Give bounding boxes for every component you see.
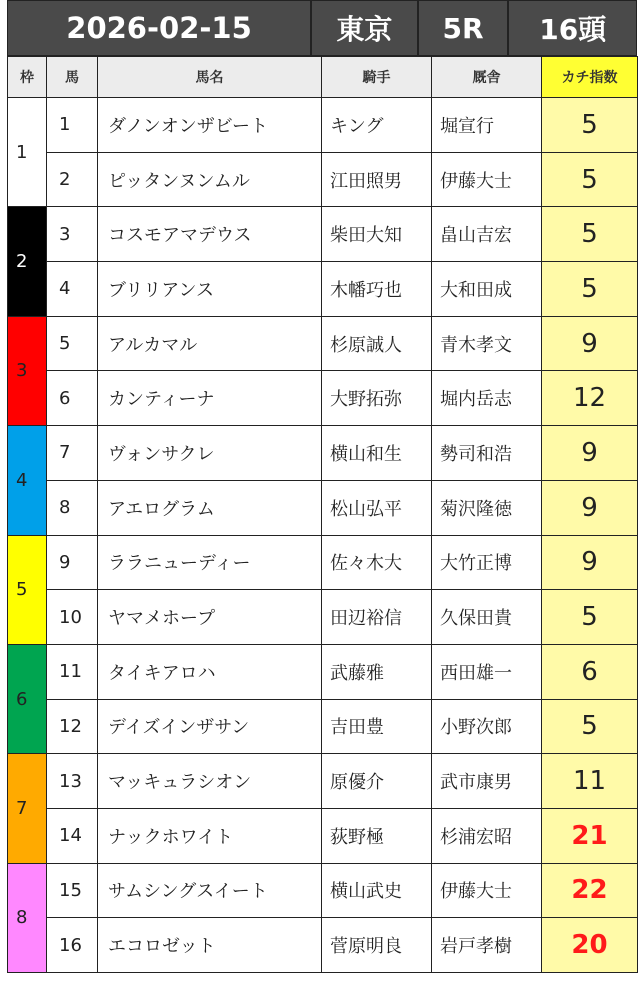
table-row: [8, 152, 638, 207]
horse-name-cell: アルカマル: [98, 316, 322, 371]
table-row: [8, 316, 638, 371]
race-number: 5R: [419, 1, 510, 55]
race-date: 2026-02-15: [8, 1, 312, 55]
waku-cell: 6: [8, 644, 47, 753]
trainer-cell: 伊藤大士: [432, 863, 542, 918]
kachi-index-cell: 5: [542, 98, 638, 153]
jockey-cell: 大野拓弥: [322, 371, 432, 426]
trainer-cell: 畠山吉宏: [432, 207, 542, 262]
trainer-cell: 久保田貴: [432, 590, 542, 645]
table-row: [8, 371, 638, 426]
horse-name-cell: ピッタンヌンムル: [98, 152, 322, 207]
trainer-cell: 堀内岳志: [432, 371, 542, 426]
col-header-name: 馬名: [98, 57, 322, 98]
horse-name-cell: ヴォンサクレ: [98, 426, 322, 481]
jockey-cell: 武藤雅: [322, 644, 432, 699]
kachi-index-cell: 5: [542, 207, 638, 262]
kachi-index-cell: 5: [542, 262, 638, 317]
table-row: [8, 590, 638, 645]
table-row: [8, 863, 638, 918]
kachi-index-cell: 12: [542, 371, 638, 426]
waku-cell: 2: [8, 207, 47, 316]
jockey-cell: 原優介: [322, 754, 432, 809]
kachi-index-cell: 9: [542, 480, 638, 535]
trainer-cell: 青木孝文: [432, 316, 542, 371]
col-header-waku: 枠: [8, 57, 47, 98]
umaban-cell: 8: [47, 480, 98, 535]
umaban-cell: 15: [47, 863, 98, 918]
horse-name-cell: サムシングスイート: [98, 863, 322, 918]
trainer-cell: 勢司和浩: [432, 426, 542, 481]
kachi-index-cell: 5: [542, 699, 638, 754]
jockey-cell: 松山弘平: [322, 480, 432, 535]
table-row: [8, 535, 638, 590]
horse-name-cell: ナックホワイト: [98, 808, 322, 863]
kachi-index-cell: 9: [542, 316, 638, 371]
kachi-index-cell: 9: [542, 426, 638, 481]
horse-name-cell: タイキアロハ: [98, 644, 322, 699]
jockey-cell: 横山和生: [322, 426, 432, 481]
umaban-cell: 2: [47, 152, 98, 207]
horse-name-cell: ヤマメホープ: [98, 590, 322, 645]
horse-name-cell: デイズインザサン: [98, 699, 322, 754]
col-header-umaban: 馬: [47, 57, 98, 98]
umaban-cell: 10: [47, 590, 98, 645]
kachi-index-cell: 9: [542, 535, 638, 590]
jockey-cell: 横山武史: [322, 863, 432, 918]
waku-cell: 1: [8, 98, 47, 207]
waku-cell: 7: [8, 754, 47, 863]
table-row: [8, 918, 638, 973]
horse-name-cell: ブリリアンス: [98, 262, 322, 317]
entries-table: [7, 56, 638, 973]
umaban-cell: 11: [47, 644, 98, 699]
jockey-cell: 吉田豊: [322, 699, 432, 754]
col-header-jockey: 騎手: [322, 57, 432, 98]
jockey-cell: 佐々木大: [322, 535, 432, 590]
race-header: [7, 0, 637, 56]
kachi-index-cell: 21: [542, 808, 638, 863]
horse-name-cell: アエログラム: [98, 480, 322, 535]
trainer-cell: 岩戸孝樹: [432, 918, 542, 973]
table-row: [8, 754, 638, 809]
trainer-cell: 伊藤大士: [432, 152, 542, 207]
trainer-cell: 大和田成: [432, 262, 542, 317]
waku-cell: 8: [8, 863, 47, 972]
umaban-cell: 9: [47, 535, 98, 590]
trainer-cell: 堀宣行: [432, 98, 542, 153]
umaban-cell: 7: [47, 426, 98, 481]
umaban-cell: 4: [47, 262, 98, 317]
waku-cell: 5: [8, 535, 47, 644]
kachi-index-cell: 11: [542, 754, 638, 809]
jockey-cell: キング: [322, 98, 432, 153]
horse-name-cell: カンティーナ: [98, 371, 322, 426]
umaban-cell: 16: [47, 918, 98, 973]
table-header-row: [8, 57, 638, 98]
umaban-cell: 14: [47, 808, 98, 863]
race-card: [7, 0, 637, 973]
trainer-cell: 大竹正博: [432, 535, 542, 590]
runner-count: 16頭: [539, 13, 607, 46]
umaban-cell: 13: [47, 754, 98, 809]
col-header-trainer: 厩舎: [432, 57, 542, 98]
table-row: [8, 98, 638, 153]
table-row: [8, 644, 638, 699]
horse-name-cell: マッキュラシオン: [98, 754, 322, 809]
jockey-cell: 荻野極: [322, 808, 432, 863]
horse-name-cell: コスモアマデウス: [98, 207, 322, 262]
table-row: [8, 699, 638, 754]
umaban-cell: 5: [47, 316, 98, 371]
jockey-cell: 江田照男: [322, 152, 432, 207]
trainer-cell: 小野次郎: [432, 699, 542, 754]
jockey-cell: 柴田大知: [322, 207, 432, 262]
jockey-cell: 菅原明良: [322, 918, 432, 973]
trainer-cell: 杉浦宏昭: [432, 808, 542, 863]
table-row: [8, 207, 638, 262]
kachi-index-cell: 22: [542, 863, 638, 918]
table-row: [8, 262, 638, 317]
umaban-cell: 3: [47, 207, 98, 262]
trainer-cell: 武市康男: [432, 754, 542, 809]
kachi-index-cell: 5: [542, 590, 638, 645]
jockey-cell: 木幡巧也: [322, 262, 432, 317]
kachi-index-cell: 20: [542, 918, 638, 973]
jockey-cell: 杉原誠人: [322, 316, 432, 371]
entries-body: [8, 98, 638, 973]
horse-name-cell: ダノンオンザビート: [98, 98, 322, 153]
table-row: [8, 426, 638, 481]
waku-cell: 3: [8, 316, 47, 425]
horse-name-cell: エコロゼット: [98, 918, 322, 973]
kachi-index-cell: 6: [542, 644, 638, 699]
trainer-cell: 西田雄一: [432, 644, 542, 699]
umaban-cell: 6: [47, 371, 98, 426]
horse-name-cell: ララニューディー: [98, 535, 322, 590]
table-row: [8, 808, 638, 863]
col-header-kachi: カチ指数: [542, 57, 638, 98]
kachi-index-cell: 5: [542, 152, 638, 207]
waku-cell: 4: [8, 426, 47, 535]
trainer-cell: 菊沢隆徳: [432, 480, 542, 535]
race-venue: 東京: [312, 1, 419, 55]
umaban-cell: 1: [47, 98, 98, 153]
jockey-cell: 田辺裕信: [322, 590, 432, 645]
table-row: [8, 480, 638, 535]
umaban-cell: 12: [47, 699, 98, 754]
